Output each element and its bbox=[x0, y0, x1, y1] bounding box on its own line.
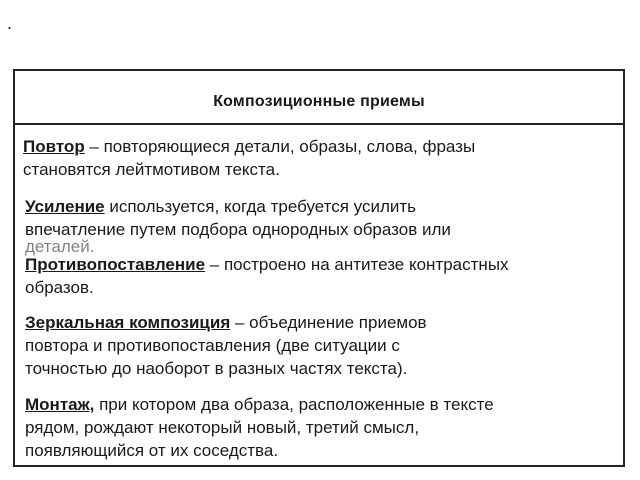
term-repetition: Повтор bbox=[23, 137, 85, 156]
item-repetition-line1 bbox=[23, 135, 475, 158]
desc-repetition-2: становятся лейтмотивом текста. bbox=[23, 160, 280, 179]
item-montage bbox=[25, 393, 494, 462]
desc-mirror-3: точностью до наоборот в разных частях текста). bbox=[25, 359, 408, 378]
desc-montage-3: появляющийся от их соседства. bbox=[25, 441, 279, 460]
stray-dot: . bbox=[7, 13, 13, 33]
desc-amplification-1: используется, когда требуется усилить bbox=[104, 197, 417, 216]
item-amplification bbox=[25, 195, 451, 256]
item-mirror-line1 bbox=[25, 311, 427, 334]
desc-montage-2: рядом, рождают некоторый новый, третий смысл, bbox=[25, 418, 420, 437]
desc-repetition-1: – повторяющиеся детали, образы, слова, фразы bbox=[84, 137, 476, 156]
desc-contrast-2: образов. bbox=[25, 278, 94, 297]
item-contrast-line1 bbox=[25, 253, 509, 276]
term-montage: Монтаж, bbox=[25, 395, 95, 414]
techniques-table bbox=[13, 69, 625, 467]
term-mirror-composition: Зеркальная композиция bbox=[25, 313, 231, 332]
item-repetition bbox=[23, 135, 475, 181]
desc-mirror-2: повтора и противопоставления (две ситуации с bbox=[25, 336, 400, 355]
desc-amplification-2: впечатление путем подбора однородных образов или bbox=[25, 220, 451, 239]
desc-montage-1: при котором два образа, расположенные в тексте bbox=[94, 395, 494, 414]
item-amplification-line1 bbox=[25, 195, 451, 218]
term-amplification: Усиление bbox=[25, 197, 105, 216]
term-contrast: Противопоставление bbox=[25, 255, 206, 274]
table-header bbox=[15, 71, 623, 125]
desc-mirror-1: – объединение приемов bbox=[230, 313, 427, 332]
desc-amplification-3: деталей. bbox=[25, 237, 95, 256]
desc-contrast-1: – построено на антитезе контрастных bbox=[205, 255, 509, 274]
item-montage-line1 bbox=[25, 393, 494, 416]
item-contrast bbox=[25, 253, 509, 299]
item-mirror-composition bbox=[25, 311, 427, 380]
table-title: Композиционные приемы bbox=[213, 93, 425, 110]
